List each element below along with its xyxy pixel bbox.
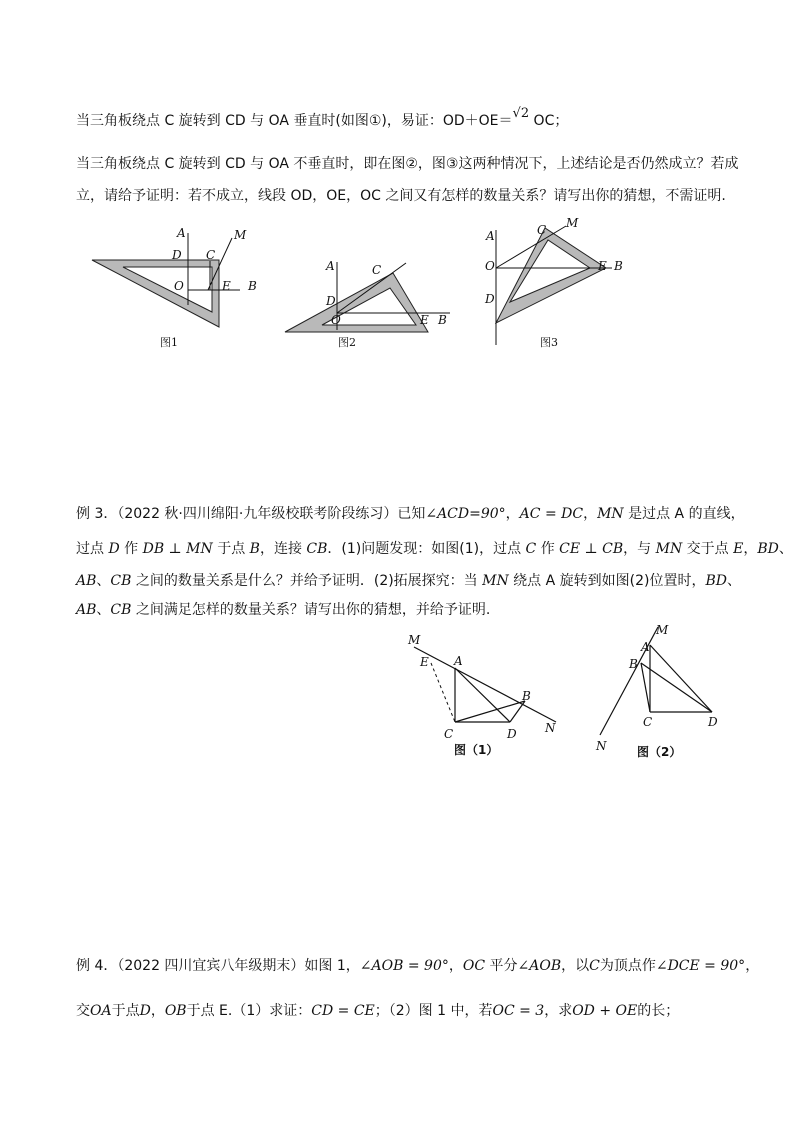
ex4-l1g: ，以 (561, 958, 590, 974)
ex3-line-1 (76, 503, 745, 523)
ex3-l2q: ， (743, 541, 758, 557)
ex3-angle-acd: ∠ACD=90° (425, 506, 506, 522)
ex3-l2p: E (733, 541, 744, 557)
fig1-label-E: E (222, 279, 231, 293)
ex3-l3g: BD (705, 573, 728, 589)
fig1-label-C: C (206, 248, 216, 262)
fig3-label-B: B (614, 259, 623, 273)
fig-ex3-1-label-A: A (454, 654, 463, 668)
ex3-l2j: C (525, 541, 537, 557)
fig-ex3-1-label-B: B (522, 689, 531, 703)
ex3-l2f: B (249, 541, 260, 557)
figure-2 (285, 259, 450, 349)
fig-ex3-1-label-C: C (444, 727, 454, 741)
fig-ex3-2-label-A: A (641, 640, 650, 654)
ex3-line-4 (76, 599, 490, 619)
ex3-l2h: CB (306, 541, 328, 557)
ex3-l4a: AB (76, 602, 97, 618)
fig-ex3-2-label-D: D (708, 715, 718, 729)
ex4-od-plus-oe: OD + OE (572, 1003, 638, 1019)
ex3-mn: MN (597, 506, 624, 522)
fig3-caption: 图3 (540, 336, 558, 349)
ex3-l2g: ，连接 (259, 541, 307, 557)
ex3-l1a: 例 3．（2022 秋·四川绵阳·九年级校联考阶段练习）已知 (76, 506, 426, 522)
ex4-l2k: ，求 (544, 1003, 573, 1019)
ex4-l1i: 为顶点作 (599, 958, 656, 974)
ex4-line-1 (76, 955, 759, 975)
fig1-label-D: D (172, 248, 182, 262)
text-line-3: 立，请给予证明：若不成立，线段 OD，OE，OC 之间又有怎样的数量关系？请写出你的猜想，不需证明. (76, 188, 726, 204)
fig3-label-D: D (485, 292, 495, 306)
ex3-l4b: 、 (96, 602, 111, 618)
fig1-label-O: O (174, 279, 184, 293)
ex3-l3h: 、 (727, 573, 742, 589)
ex4-l2m: 的长； (637, 1003, 680, 1019)
ex3-l2n: MN (655, 541, 683, 557)
ex3-l3f: 绕点 A 旋转到如图(2)位置时， (508, 573, 706, 589)
fig2-label-B: B (438, 313, 447, 327)
ex4-angle-aob: ∠AOB = 90° (359, 958, 449, 974)
sqrt2-expression: √2 (512, 106, 530, 121)
fig2-label-A: A (326, 259, 335, 273)
figure-ex3-2 (595, 623, 718, 759)
ex4-l2i: ；（2）图 1 中，若 (374, 1003, 493, 1019)
fig1-label-M: M (234, 228, 247, 242)
ex3-l2o: 交于点 (682, 541, 734, 557)
ex4-l1c: ， (448, 958, 463, 974)
text-line-1 (76, 106, 569, 130)
ex3-ce-perp-cb: CE ⊥ CB (559, 541, 624, 557)
ex3-l2i: ．(1)问题发现：如图(1)，过点 (327, 541, 526, 557)
ex4-ob: OB (164, 1003, 187, 1019)
ex4-l2a: 交 (76, 1003, 90, 1019)
fig-ex3-2-label-C: C (643, 715, 653, 729)
ex4-oa: OA (90, 1003, 112, 1019)
fig2-label-O: O (331, 313, 341, 327)
ex3-l3b: 、 (96, 573, 111, 589)
ex3-ac-eq-dc: AC = DC (519, 506, 584, 522)
figure-ex3-1 (407, 633, 556, 757)
ex3-l3a: AB (76, 573, 97, 589)
fig2-label-E: E (420, 313, 429, 327)
ex3-l1e: ， (583, 506, 598, 522)
p1-text-b: OC； (529, 113, 569, 129)
ex3-l2k: 作 (536, 541, 560, 557)
fig1-label-B: B (248, 279, 257, 293)
fig-ex3-1-label-D: D (507, 727, 517, 741)
figures-row-2 (0, 620, 800, 770)
figure-3 (484, 216, 623, 349)
ex3-l2r: BD (757, 541, 779, 557)
ex3-l3e: MN (482, 573, 509, 589)
ex4-l1e: 平分 (485, 958, 518, 974)
fig-ex3-1-label-E: E (420, 655, 429, 669)
ex4-l1k: ， (745, 958, 760, 974)
ex3-l4c: CB (110, 602, 132, 618)
fig-ex3-1-label-N: N (545, 721, 556, 735)
fig3-label-M: M (566, 216, 579, 230)
ex3-l1c: ， (505, 506, 520, 522)
fig3-label-A: A (486, 229, 495, 243)
fig-ex3-2-label-M: M (656, 623, 669, 637)
fig2-caption: 图2 (338, 336, 356, 349)
ex3-l3d: 之间的数量关系是什么？并给予证明．(2)拓展探究：当 (131, 573, 483, 589)
text-line-2: 当三角板绕点 C 旋转到 CD 与 OA 不垂直时，即在图②，图③这两种情况下，上述结论是否仍然成立？若成 (76, 156, 739, 172)
ex3-l3c: CB (110, 573, 132, 589)
ex3-l4d: 之间满足怎样的数量关系？请写出你的猜想，并给予证明. (131, 602, 491, 618)
ex3-l2s: 、 (778, 541, 793, 557)
fig2-label-C: C (372, 263, 382, 277)
fig3-label-E: E (598, 259, 607, 273)
ex4-oc: OC (462, 958, 486, 974)
ex4-line-2 (76, 1000, 679, 1020)
ex4-l2e: ， (150, 1003, 165, 1019)
fig-ex3-2-label-N: N (596, 739, 607, 753)
fig1-label-A: A (177, 226, 186, 240)
ex3-l2m: ，与 (623, 541, 656, 557)
ex4-angle-aob-2: ∠AOB (517, 958, 562, 974)
fig2-label-D: D (326, 294, 336, 308)
fig-ex3-2-label-B: B (629, 657, 638, 671)
fig3-label-C: C (537, 223, 547, 237)
ex3-l2e: 于点 (212, 541, 250, 557)
ex3-l2c: 作 (119, 541, 143, 557)
fig-ex3-1-label-M: M (408, 633, 421, 647)
ex4-oc-eq-3: OC = 3 (492, 1003, 545, 1019)
ex3-l2b: D (108, 541, 120, 557)
ex3-l1g: 是过点 A 的直线， (623, 506, 745, 522)
figures-row-1 (0, 210, 800, 360)
ex4-cd-eq-ce: CD = CE (311, 1003, 375, 1019)
p1-text-a: 当三角板绕点 C 旋转到 CD 与 OA 垂直时(如图①)，易证：OD＋OE＝ (76, 113, 513, 129)
fig-ex3-1-caption: 图（1） (454, 743, 499, 757)
fig-ex3-2-caption: 图（2） (637, 745, 682, 759)
ex4-l1a: 例 4．（2022 四川宜宾八年级期末）如图 1， (76, 958, 360, 974)
ex4-l2c: 于点 (111, 1003, 140, 1019)
ex4-l2g: 于点 E.（1）求证： (186, 1003, 312, 1019)
ex3-line-3 (76, 570, 741, 590)
ex3-db-perp-mn: DB ⊥ MN (142, 541, 213, 557)
fig3-label-O: O (485, 259, 495, 273)
fig1-caption: 图1 (160, 336, 178, 349)
ex3-l2a: 过点 (76, 541, 109, 557)
ex3-line-2 (76, 538, 793, 558)
figure-1 (92, 226, 257, 349)
ex4-angle-dce: ∠DCE = 90° (655, 958, 746, 974)
ex4-d: D (139, 1003, 151, 1019)
ex4-c: C (589, 958, 600, 974)
